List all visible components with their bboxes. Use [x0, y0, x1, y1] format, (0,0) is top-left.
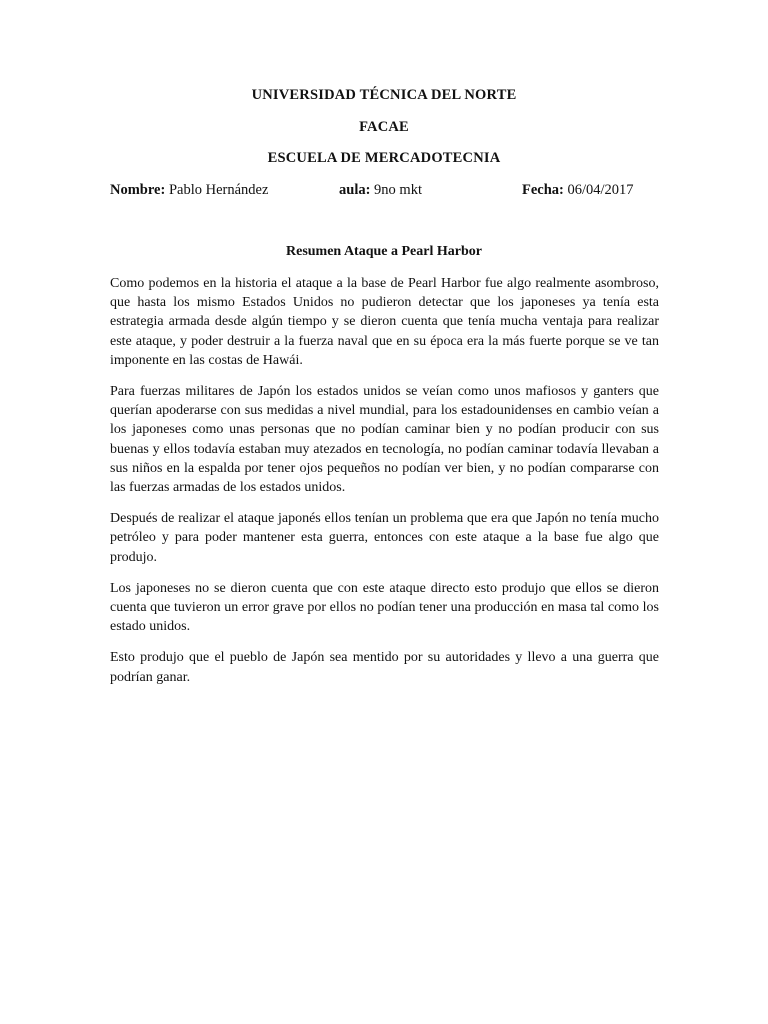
document-title: Resumen Ataque a Pearl Harbor	[286, 244, 482, 259]
date-value: 06/04/2017	[567, 182, 634, 198]
student-info-row	[110, 181, 660, 199]
school-heading: ESCUELA DE MERCADOTECNIA	[267, 150, 501, 166]
class-label: aula:	[339, 182, 371, 198]
paragraph-2: Para fuerzas militares de Japón los estados unidos se veían como unos mafiosos y ganters que querían apoderarse con sus medidas a nivel mundial, para los estadounidenses en cambio veían a los japoneses como unas personas que no podían caminar bien y no podían producir con sus buenas y ellos todavía estaban muy atezados en tecnología, no podían caminar todavía llevaban a sus niños en la espalda por tener ojos pequeños no podían ver bien, y no podían compararse con las fuerzas armadas de los estados unidos.	[110, 384, 659, 496]
document-body	[110, 274, 659, 699]
faculty-heading: FACAE	[359, 119, 409, 135]
name-label: Nombre:	[110, 182, 166, 198]
class-info	[339, 181, 422, 199]
paragraph-1: Como podemos en la historia el ataque a la base de Pearl Harbor fue algo realmente asombroso, que hasta los mismo Estados Unidos no pudieron detectar que los japoneses ya tenía esta estrategia armada desde algún tiempo y se dieron cuenta que tenía mucha ventaja para realizar este ataque, y poder destruir a la fuerza naval que en su época era la más fuerte porque se ve tan imponente en las costas de Hawái.	[110, 276, 659, 368]
paragraph-4: Los japoneses no se dieron cuenta que con este ataque directo esto produjo que ellos se dieron cuenta que tuvieron un error grave por ellos no podían tener una producción en masa tal como los estado unidos.	[110, 580, 659, 635]
university-heading: UNIVERSIDAD TÉCNICA DEL NORTE	[251, 87, 517, 103]
paragraph-3: Después de realizar el ataque japonés ellos tenían un problema que era que Japón no tenía mucho petróleo y para poder mantener esta guerra, entonces con este ataque a la base fue algo que produjo.	[110, 511, 659, 565]
name-value: Pablo Hernández	[168, 182, 269, 198]
date-info	[522, 181, 634, 199]
class-value: 9no mkt	[374, 182, 422, 198]
paragraph-5: Esto produjo que el pueblo de Japón sea mentido por su autoridades y llevo a una guerra que podrían ganar.	[110, 650, 659, 685]
student-name	[110, 181, 268, 199]
date-label: Fecha:	[522, 182, 564, 198]
